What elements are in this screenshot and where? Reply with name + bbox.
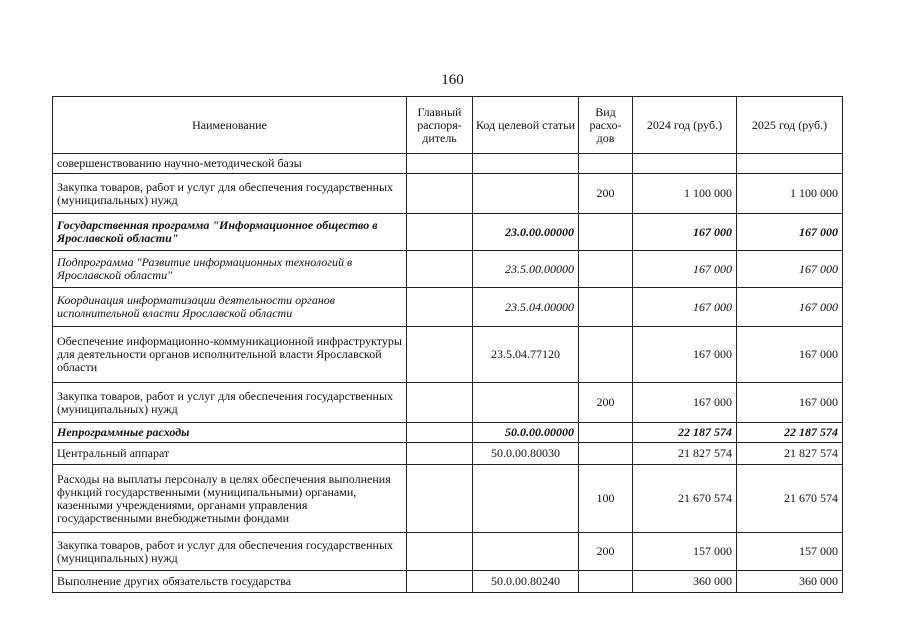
row-code: 50.0.00.80240 [473,571,579,593]
row-code: 23.5.04.00000 [473,288,579,327]
table-row-subprogram [53,288,843,327]
table-row [53,465,843,533]
row-code [473,174,579,214]
row-distributor [407,327,473,383]
row-kind [579,154,633,174]
row-name: Закупка товаров, работ и услуг для обеспечения государственных (муниципальных) нужд [53,174,407,214]
row-code: 23.5.04.77120 [473,327,579,383]
row-year-2024: 167 000 [633,288,737,327]
row-name: Закупка товаров, работ и услуг для обеспечения государственных (муниципальных) нужд [53,383,407,423]
table-row [53,154,843,174]
row-kind [579,443,633,465]
row-year-2025: 21 670 574 [737,465,843,533]
row-kind [579,571,633,593]
row-year-2024: 21 827 574 [633,443,737,465]
row-year-2024: 167 000 [633,383,737,423]
row-kind: 200 [579,533,633,571]
header-kind: Вид расхо-дов [579,97,633,154]
table-row-subprogram [53,251,843,288]
header-year-2024: 2024 год (руб.) [633,97,737,154]
row-kind [579,327,633,383]
row-code [473,465,579,533]
row-name: Непрограммные расходы [53,423,407,443]
row-name: Координация информатизации деятельности органов исполнительной власти Ярославской области [53,288,407,327]
row-code: 50.0.00.80030 [473,443,579,465]
row-name: Государственная программа "Информационное общество в Ярославской области" [53,214,407,251]
row-distributor [407,571,473,593]
table-row [53,571,843,593]
row-name: совершенствованию научно-методической базы [53,154,407,174]
row-distributor [407,533,473,571]
row-year-2025: 167 000 [737,383,843,423]
header-year-2025: 2025 год (руб.) [737,97,843,154]
table-row [53,533,843,571]
table-row-program [53,423,843,443]
row-distributor [407,383,473,423]
row-year-2024: 167 000 [633,214,737,251]
row-year-2025: 167 000 [737,251,843,288]
row-distributor [407,465,473,533]
row-distributor [407,288,473,327]
row-year-2025: 167 000 [737,214,843,251]
row-year-2024: 22 187 574 [633,423,737,443]
row-distributor [407,251,473,288]
budget-table [52,96,843,593]
row-year-2025: 360 000 [737,571,843,593]
row-year-2024 [633,154,737,174]
row-year-2025: 21 827 574 [737,443,843,465]
row-code [473,383,579,423]
row-kind: 200 [579,383,633,423]
header-code: Код целевой статьи [473,97,579,154]
header-distributor: Главный распоря-дитель [407,97,473,154]
row-distributor [407,154,473,174]
row-code: 50.0.00.00000 [473,423,579,443]
table-row [53,383,843,423]
table-header-row [53,97,843,154]
row-year-2024: 360 000 [633,571,737,593]
row-year-2025: 167 000 [737,327,843,383]
row-kind [579,288,633,327]
row-kind: 200 [579,174,633,214]
row-distributor [407,443,473,465]
row-code [473,533,579,571]
row-year-2025: 22 187 574 [737,423,843,443]
row-kind [579,214,633,251]
row-year-2024: 1 100 000 [633,174,737,214]
row-year-2024: 167 000 [633,327,737,383]
row-code: 23.0.00.00000 [473,214,579,251]
row-name: Выполнение других обязательств государства [53,571,407,593]
table-row-program [53,214,843,251]
row-kind [579,251,633,288]
row-distributor [407,174,473,214]
row-year-2024: 157 000 [633,533,737,571]
row-distributor [407,214,473,251]
row-year-2025: 1 100 000 [737,174,843,214]
row-name: Центральный аппарат [53,443,407,465]
table-row [53,174,843,214]
row-kind [579,423,633,443]
table-row [53,443,843,465]
row-name: Обеспечение информационно-коммуникационной инфраструктуры для деятельности органов исполнительной власти Ярославской области [53,327,407,383]
row-distributor [407,423,473,443]
row-kind: 100 [579,465,633,533]
row-year-2024: 21 670 574 [633,465,737,533]
row-code [473,154,579,174]
row-year-2025: 167 000 [737,288,843,327]
table-row [53,327,843,383]
row-name: Расходы на выплаты персоналу в целях обеспечения выполнения функций государственными (муниципальными) органами, казенными учреждениями, органами управления государственными внебюджетными фондами [53,465,407,533]
header-name: Наименование [53,97,407,154]
row-year-2024: 167 000 [633,251,737,288]
row-code: 23.5.00.00000 [473,251,579,288]
row-name: Подпрограмма "Развитие информационных технологий в Ярославской области" [53,251,407,288]
row-name: Закупка товаров, работ и услуг для обеспечения государственных (муниципальных) нужд [53,533,407,571]
row-year-2025 [737,154,843,174]
row-year-2025: 157 000 [737,533,843,571]
page-number: 160 [441,72,464,88]
